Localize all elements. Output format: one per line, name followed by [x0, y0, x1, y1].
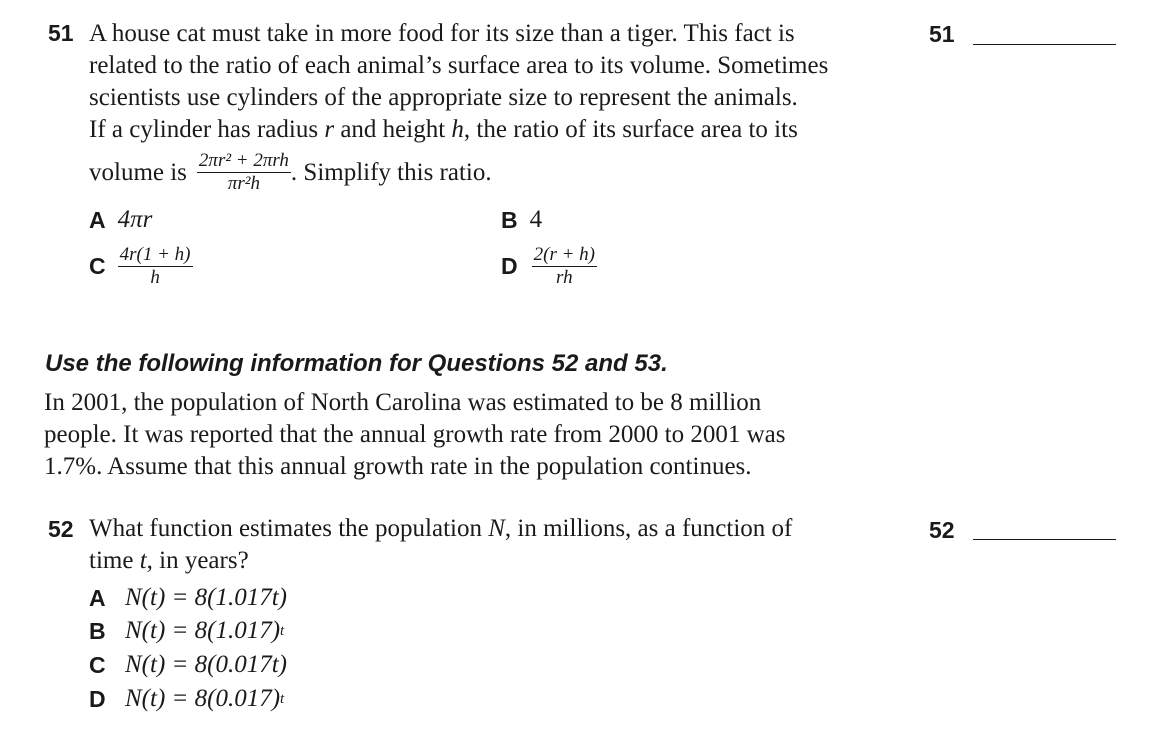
choice-text: N(t) = 8(0.017)	[125, 685, 281, 712]
q51-ratio-fraction	[197, 150, 291, 195]
q51-choice-d[interactable]	[501, 244, 597, 289]
q52-choice-b[interactable]: B N(t) = 8(1.017) t	[89, 617, 285, 644]
question-51-number: 51	[48, 20, 74, 46]
q51-ratio-numerator: 2πr² + 2πrh	[198, 150, 289, 171]
choice-text: N(t) = 8(1.017)	[125, 617, 281, 644]
info-line-1: In 2001, the population of North Carolina was estimated to be 8 million	[44, 389, 762, 416]
choice-letter: C	[89, 253, 106, 279]
answer-51-blank[interactable]	[973, 44, 1116, 45]
choice-letter: D	[89, 685, 106, 712]
q52-var-N: N	[488, 515, 505, 542]
q51-choice-a[interactable]	[89, 206, 152, 234]
q52-line-2	[89, 545, 249, 577]
answer-52-label: 52	[929, 517, 955, 543]
info-line-3: 1.7%. Assume that this annual growth rate in the population continues.	[44, 453, 752, 480]
info-line-2: people. It was reported that the annual growth rate from 2000 to 2001 was	[44, 421, 786, 448]
choice-text: N(t) = 8(1.017t)	[125, 584, 287, 611]
q51-ratio-denominator: πr²h	[227, 173, 260, 194]
q52-line-2-pre: time	[89, 547, 134, 574]
q52-line-1-post: , in millions, as a function of	[504, 515, 793, 542]
q52-choice-c[interactable]	[89, 651, 287, 679]
answer-51-label: 51	[929, 21, 955, 47]
q51-line-4	[89, 114, 798, 146]
choice-letter: A	[89, 206, 106, 233]
q52-line-2-post: , in years?	[146, 547, 249, 574]
q52-line-1-pre: What function estimates the population	[89, 515, 482, 542]
info-heading: Use the following information for Questions 52 and 53.	[45, 350, 668, 377]
q51-choice-b[interactable]	[501, 206, 542, 234]
q52-choice-d[interactable]: D N(t) = 8(0.017) t	[89, 685, 285, 712]
choice-text: 4	[529, 206, 543, 233]
choice-letter: B	[501, 206, 518, 233]
q52-var-t: t	[139, 547, 147, 574]
choice-letter: D	[501, 253, 518, 279]
q51-line-5-pre: volume is	[89, 158, 187, 186]
q52-line-1	[89, 513, 792, 545]
q51-line-5	[89, 150, 492, 195]
choice-letter: A	[89, 584, 106, 611]
choice-fraction	[532, 244, 597, 289]
fraction-denominator: h	[150, 267, 160, 288]
q51-line-2: related to the ratio of each animal’s surface area to its volume. Sometimes	[89, 52, 829, 79]
q51-line-3: scientists use cylinders of the appropriate size to represent the animals.	[89, 84, 798, 111]
fraction-numerator: 2(r + h)	[533, 244, 595, 265]
question-52-number: 52	[48, 516, 74, 542]
choice-letter: C	[89, 651, 106, 678]
fraction-numerator: 4r(1 + h)	[119, 244, 191, 265]
q51-line-5-post: . Simplify this ratio.	[290, 158, 492, 186]
q51-line-4-post: , the ratio of its surface area to its	[463, 116, 798, 143]
choice-fraction	[118, 244, 193, 289]
choice-text: 4πr	[117, 206, 153, 233]
fraction-denominator: rh	[556, 267, 573, 288]
choice-letter: B	[89, 617, 106, 644]
q51-choice-c[interactable]	[89, 244, 193, 289]
q51-line-4-mid: and height	[340, 116, 446, 143]
answer-52-blank[interactable]	[973, 539, 1116, 540]
choice-text: N(t) = 8(0.017t)	[125, 651, 287, 678]
q51-line-1: A house cat must take in more food for its size than a tiger. This fact is	[89, 20, 795, 47]
q52-choice-a[interactable]	[89, 584, 287, 612]
q51-var-r: r	[324, 116, 335, 143]
q51-line-4-pre: If a cylinder has radius	[89, 116, 319, 143]
q51-var-h: h	[451, 116, 464, 143]
